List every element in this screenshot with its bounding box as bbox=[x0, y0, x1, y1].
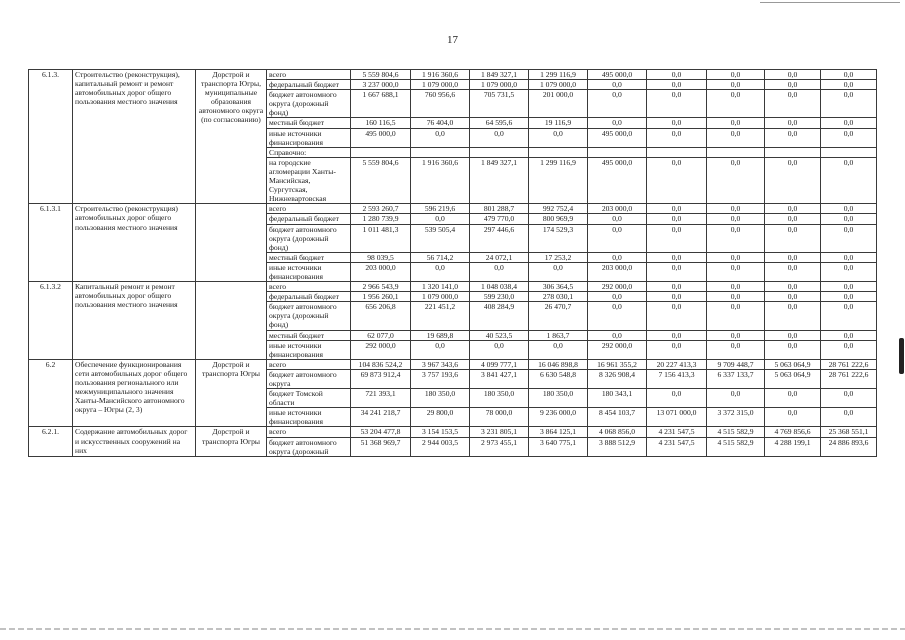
amount-cell: 0,0 bbox=[529, 262, 588, 281]
amount-cell: 596 219,6 bbox=[411, 204, 470, 214]
funding-source: бюджет автономного округа (дорожный фонд) bbox=[267, 224, 351, 252]
row-code: 6.1.3.2 bbox=[29, 282, 73, 360]
amount-cell: 0,0 bbox=[765, 340, 821, 359]
amount-cell: 0,0 bbox=[765, 330, 821, 340]
amount-cell: 53 204 477,8 bbox=[351, 427, 411, 437]
amount-cell: 495 000,0 bbox=[588, 70, 647, 80]
budget-table bbox=[28, 69, 877, 457]
funding-source: иные источники финансирования bbox=[267, 340, 351, 359]
amount-cell: 1 849 327,1 bbox=[470, 157, 529, 203]
amount-cell: 174 529,3 bbox=[529, 224, 588, 252]
amount-cell: 180 350,0 bbox=[411, 389, 470, 408]
amount-cell: 479 770,0 bbox=[470, 214, 529, 224]
amount-cell: 4 769 856,6 bbox=[765, 427, 821, 437]
amount-cell: 0,0 bbox=[821, 330, 877, 340]
amount-cell: 180 350,0 bbox=[529, 389, 588, 408]
amount-cell: 0,0 bbox=[821, 204, 877, 214]
amount-cell: 0,0 bbox=[765, 90, 821, 118]
amount-cell: 98 039,5 bbox=[351, 252, 411, 262]
row-executor bbox=[196, 282, 267, 360]
amount-cell: 8 454 103,7 bbox=[588, 408, 647, 427]
amount-cell: 495 000,0 bbox=[588, 157, 647, 203]
amount-cell bbox=[707, 147, 765, 157]
funding-source: всего bbox=[267, 282, 351, 292]
amount-cell: 3 841 427,1 bbox=[470, 369, 529, 388]
amount-cell: 4 068 856,0 bbox=[588, 427, 647, 437]
row-code: 6.2 bbox=[29, 359, 73, 427]
amount-cell: 0,0 bbox=[470, 128, 529, 147]
scan-mark bbox=[899, 338, 904, 374]
amount-cell bbox=[647, 147, 707, 157]
amount-cell bbox=[588, 147, 647, 157]
amount-cell: 0,0 bbox=[821, 262, 877, 281]
amount-cell: 0,0 bbox=[588, 214, 647, 224]
amount-cell: 0,0 bbox=[765, 70, 821, 80]
row-executor bbox=[196, 204, 267, 282]
amount-cell: 24 072,1 bbox=[470, 252, 529, 262]
amount-cell: 29 800,0 bbox=[411, 408, 470, 427]
amount-cell: 539 505,4 bbox=[411, 224, 470, 252]
amount-cell: 24 886 893,6 bbox=[821, 437, 877, 456]
amount-cell: 3 888 512,9 bbox=[588, 437, 647, 456]
amount-cell: 0,0 bbox=[707, 330, 765, 340]
amount-cell: 221 451,2 bbox=[411, 302, 470, 330]
amount-cell: 8 326 908,4 bbox=[588, 369, 647, 388]
amount-cell: 5 559 804,6 bbox=[351, 70, 411, 80]
amount-cell bbox=[411, 147, 470, 157]
amount-cell: 2 593 260,7 bbox=[351, 204, 411, 214]
amount-cell: 28 761 222,6 bbox=[821, 369, 877, 388]
row-code: 6.1.3. bbox=[29, 70, 73, 204]
table-row bbox=[29, 282, 877, 292]
amount-cell: 0,0 bbox=[765, 224, 821, 252]
amount-cell: 1 280 739,9 bbox=[351, 214, 411, 224]
amount-cell bbox=[470, 147, 529, 157]
funding-source: федеральный бюджет bbox=[267, 80, 351, 90]
amount-cell: 292 000,0 bbox=[588, 282, 647, 292]
amount-cell: 0,0 bbox=[707, 302, 765, 330]
amount-cell: 0,0 bbox=[707, 214, 765, 224]
amount-cell: 5 063 064,9 bbox=[765, 359, 821, 369]
amount-cell: 0,0 bbox=[821, 90, 877, 118]
amount-cell: 56 714,2 bbox=[411, 252, 470, 262]
amount-cell: 69 873 912,4 bbox=[351, 369, 411, 388]
amount-cell: 1 916 360,6 bbox=[411, 70, 470, 80]
amount-cell: 4 099 777,1 bbox=[470, 359, 529, 369]
amount-cell: 0,0 bbox=[647, 204, 707, 214]
amount-cell: 292 000,0 bbox=[588, 340, 647, 359]
row-code: 6.1.3.1 bbox=[29, 204, 73, 282]
amount-cell: 25 368 551,1 bbox=[821, 427, 877, 437]
row-executor: Дорстрой и транспорта Югры bbox=[196, 427, 267, 456]
amount-cell: 1 011 481,3 bbox=[351, 224, 411, 252]
amount-cell: 5 063 064,9 bbox=[765, 369, 821, 388]
amount-cell: 3 237 000,0 bbox=[351, 80, 411, 90]
amount-cell: 160 116,5 bbox=[351, 118, 411, 128]
amount-cell: 0,0 bbox=[821, 118, 877, 128]
amount-cell: 306 364,5 bbox=[529, 282, 588, 292]
amount-cell: 2 944 003,5 bbox=[411, 437, 470, 456]
amount-cell: 9 236 000,0 bbox=[529, 408, 588, 427]
amount-cell: 599 230,0 bbox=[470, 292, 529, 302]
amount-cell: 0,0 bbox=[821, 389, 877, 408]
funding-source: федеральный бюджет bbox=[267, 292, 351, 302]
amount-cell: 0,0 bbox=[647, 252, 707, 262]
amount-cell: 1 667 688,1 bbox=[351, 90, 411, 118]
amount-cell: 0,0 bbox=[588, 252, 647, 262]
amount-cell: 20 227 413,3 bbox=[647, 359, 707, 369]
amount-cell: 0,0 bbox=[821, 70, 877, 80]
amount-cell: 760 956,6 bbox=[411, 90, 470, 118]
amount-cell: 203 000,0 bbox=[588, 204, 647, 214]
funding-source: местный бюджет bbox=[267, 118, 351, 128]
amount-cell bbox=[351, 147, 411, 157]
amount-cell: 16 046 898,8 bbox=[529, 359, 588, 369]
amount-cell: 51 368 969,7 bbox=[351, 437, 411, 456]
amount-cell: 0,0 bbox=[821, 408, 877, 427]
amount-cell: 801 288,7 bbox=[470, 204, 529, 214]
funding-source: иные источники финансирования bbox=[267, 128, 351, 147]
amount-cell: 0,0 bbox=[821, 292, 877, 302]
table-row bbox=[29, 70, 877, 80]
amount-cell: 0,0 bbox=[647, 340, 707, 359]
amount-cell: 3 640 775,1 bbox=[529, 437, 588, 456]
funding-source: местный бюджет bbox=[267, 252, 351, 262]
amount-cell: 1 863,7 bbox=[529, 330, 588, 340]
amount-cell bbox=[529, 147, 588, 157]
amount-cell: 0,0 bbox=[821, 252, 877, 262]
amount-cell bbox=[821, 147, 877, 157]
amount-cell: 0,0 bbox=[707, 252, 765, 262]
amount-cell: 0,0 bbox=[765, 204, 821, 214]
funding-source: бюджет автономного округа (дорожный bbox=[267, 437, 351, 456]
amount-cell: 0,0 bbox=[647, 90, 707, 118]
amount-cell: 6 630 548,8 bbox=[529, 369, 588, 388]
amount-cell: 0,0 bbox=[588, 118, 647, 128]
funding-source: бюджет Томской области bbox=[267, 389, 351, 408]
amount-cell: 34 241 218,7 bbox=[351, 408, 411, 427]
amount-cell: 0,0 bbox=[765, 292, 821, 302]
amount-cell: 1 079 000,0 bbox=[529, 80, 588, 90]
amount-cell: 3 372 315,0 bbox=[707, 408, 765, 427]
amount-cell: 0,0 bbox=[588, 302, 647, 330]
amount-cell: 0,0 bbox=[765, 282, 821, 292]
row-code: 6.2.1. bbox=[29, 427, 73, 456]
funding-source: бюджет автономного округа bbox=[267, 369, 351, 388]
row-name: Содержание автомобильных дорог и искусственных сооружений на них bbox=[73, 427, 196, 456]
amount-cell: 0,0 bbox=[707, 389, 765, 408]
amount-cell: 0,0 bbox=[707, 292, 765, 302]
amount-cell: 0,0 bbox=[765, 252, 821, 262]
amount-cell: 0,0 bbox=[821, 157, 877, 203]
amount-cell: 0,0 bbox=[821, 80, 877, 90]
amount-cell: 0,0 bbox=[647, 70, 707, 80]
amount-cell: 495 000,0 bbox=[351, 128, 411, 147]
amount-cell: 0,0 bbox=[647, 80, 707, 90]
amount-cell: 495 000,0 bbox=[588, 128, 647, 147]
amount-cell: 0,0 bbox=[707, 70, 765, 80]
amount-cell: 203 000,0 bbox=[351, 262, 411, 281]
amount-cell: 0,0 bbox=[707, 340, 765, 359]
amount-cell: 0,0 bbox=[707, 118, 765, 128]
amount-cell: 0,0 bbox=[411, 128, 470, 147]
amount-cell: 0,0 bbox=[821, 128, 877, 147]
amount-cell: 0,0 bbox=[529, 340, 588, 359]
amount-cell: 2 973 455,1 bbox=[470, 437, 529, 456]
row-name: Строительство (реконструкция) автомобильных дорог общего пользования местного значения bbox=[73, 204, 196, 282]
amount-cell: 0,0 bbox=[588, 224, 647, 252]
amount-cell: 0,0 bbox=[470, 340, 529, 359]
amount-cell: 0,0 bbox=[707, 128, 765, 147]
amount-cell: 0,0 bbox=[647, 128, 707, 147]
row-name: Капитальный ремонт и ремонт автомобильных дорог общего пользования местного значения bbox=[73, 282, 196, 360]
funding-source: иные источники финансирования bbox=[267, 408, 351, 427]
amount-cell: 3 757 193,6 bbox=[411, 369, 470, 388]
amount-cell: 3 231 805,1 bbox=[470, 427, 529, 437]
amount-cell: 0,0 bbox=[588, 330, 647, 340]
amount-cell: 19 689,8 bbox=[411, 330, 470, 340]
amount-cell: 0,0 bbox=[765, 118, 821, 128]
amount-cell: 4 231 547,5 bbox=[647, 437, 707, 456]
amount-cell: 203 000,0 bbox=[588, 262, 647, 281]
amount-cell: 0,0 bbox=[765, 214, 821, 224]
amount-cell: 0,0 bbox=[707, 224, 765, 252]
funding-source: всего bbox=[267, 359, 351, 369]
page-number: 17 bbox=[447, 34, 458, 46]
amount-cell: 78 000,0 bbox=[470, 408, 529, 427]
amount-cell: 0,0 bbox=[647, 224, 707, 252]
amount-cell: 0,0 bbox=[821, 214, 877, 224]
amount-cell: 721 393,1 bbox=[351, 389, 411, 408]
row-name: Обеспечение функционирования сети автомобильных дорог общего пользования регионального или межмуниципального значения Ханты-Мансийского автономного округа – Югры (2, 3) bbox=[73, 359, 196, 427]
row-executor: Дорстрой и транспорта Югры bbox=[196, 359, 267, 427]
amount-cell: 17 253,2 bbox=[529, 252, 588, 262]
bottom-scan-line bbox=[0, 628, 905, 630]
amount-cell: 0,0 bbox=[647, 330, 707, 340]
amount-cell: 0,0 bbox=[765, 80, 821, 90]
amount-cell: 1 320 141,0 bbox=[411, 282, 470, 292]
amount-cell: 1 048 038,4 bbox=[470, 282, 529, 292]
amount-cell: 180 343,1 bbox=[588, 389, 647, 408]
funding-source: иные источники финансирования bbox=[267, 262, 351, 281]
amount-cell: 180 350,0 bbox=[470, 389, 529, 408]
amount-cell: 0,0 bbox=[821, 302, 877, 330]
amount-cell: 0,0 bbox=[821, 282, 877, 292]
amount-cell: 0,0 bbox=[411, 262, 470, 281]
amount-cell: 4 515 582,9 bbox=[707, 437, 765, 456]
amount-cell: 0,0 bbox=[707, 282, 765, 292]
amount-cell: 201 000,0 bbox=[529, 90, 588, 118]
amount-cell: 13 071 000,0 bbox=[647, 408, 707, 427]
table-row bbox=[29, 204, 877, 214]
amount-cell: 28 761 222,6 bbox=[821, 359, 877, 369]
amount-cell: 0,0 bbox=[411, 340, 470, 359]
amount-cell: 1 916 360,6 bbox=[411, 157, 470, 203]
amount-cell: 705 731,5 bbox=[470, 90, 529, 118]
funding-source: бюджет автономного округа (дорожный фонд) bbox=[267, 90, 351, 118]
budget-body bbox=[29, 70, 877, 457]
funding-source: всего bbox=[267, 427, 351, 437]
amount-cell: 0,0 bbox=[707, 262, 765, 281]
amount-cell: 1 079 000,0 bbox=[411, 292, 470, 302]
funding-source: всего bbox=[267, 70, 351, 80]
amount-cell: 0,0 bbox=[588, 90, 647, 118]
amount-cell: 0,0 bbox=[647, 157, 707, 203]
amount-cell: 16 961 355,2 bbox=[588, 359, 647, 369]
amount-cell: 3 967 343,6 bbox=[411, 359, 470, 369]
row-executor: Дорстрой и транспорта Югры, муниципальные образования автономного округа (по согласованию) bbox=[196, 70, 267, 204]
amount-cell: 0,0 bbox=[647, 118, 707, 128]
amount-cell: 1 956 260,1 bbox=[351, 292, 411, 302]
amount-cell: 0,0 bbox=[765, 389, 821, 408]
table-row bbox=[29, 359, 877, 369]
amount-cell: 40 523,5 bbox=[470, 330, 529, 340]
amount-cell: 0,0 bbox=[647, 282, 707, 292]
amount-cell: 1 299 116,9 bbox=[529, 70, 588, 80]
amount-cell: 0,0 bbox=[647, 292, 707, 302]
amount-cell: 0,0 bbox=[765, 157, 821, 203]
amount-cell: 3 154 153,5 bbox=[411, 427, 470, 437]
amount-cell: 5 559 804,6 bbox=[351, 157, 411, 203]
amount-cell: 6 337 133,7 bbox=[707, 369, 765, 388]
amount-cell: 9 709 448,7 bbox=[707, 359, 765, 369]
funding-source: федеральный бюджет bbox=[267, 214, 351, 224]
amount-cell: 992 752,4 bbox=[529, 204, 588, 214]
amount-cell: 278 030,1 bbox=[529, 292, 588, 302]
amount-cell: 292 000,0 bbox=[351, 340, 411, 359]
funding-source: местный бюджет bbox=[267, 330, 351, 340]
funding-source: всего bbox=[267, 204, 351, 214]
amount-cell: 4 288 199,1 bbox=[765, 437, 821, 456]
amount-cell: 297 446,6 bbox=[470, 224, 529, 252]
amount-cell: 1 849 327,1 bbox=[470, 70, 529, 80]
amount-cell: 4 231 547,5 bbox=[647, 427, 707, 437]
amount-cell: 408 284,9 bbox=[470, 302, 529, 330]
amount-cell: 0,0 bbox=[765, 408, 821, 427]
amount-cell: 0,0 bbox=[707, 204, 765, 214]
amount-cell: 104 836 524,2 bbox=[351, 359, 411, 369]
amount-cell: 19 116,9 bbox=[529, 118, 588, 128]
amount-cell: 0,0 bbox=[588, 292, 647, 302]
amount-cell: 76 404,0 bbox=[411, 118, 470, 128]
amount-cell: 0,0 bbox=[529, 128, 588, 147]
amount-cell bbox=[765, 147, 821, 157]
amount-cell: 0,0 bbox=[647, 214, 707, 224]
amount-cell: 0,0 bbox=[765, 302, 821, 330]
table-row bbox=[29, 427, 877, 437]
amount-cell: 0,0 bbox=[588, 80, 647, 90]
funding-source: Справочно: bbox=[267, 147, 351, 157]
top-scan-line bbox=[760, 2, 900, 3]
amount-cell: 2 966 543,9 bbox=[351, 282, 411, 292]
amount-cell: 7 156 413,3 bbox=[647, 369, 707, 388]
amount-cell: 0,0 bbox=[707, 157, 765, 203]
amount-cell: 0,0 bbox=[765, 262, 821, 281]
amount-cell: 0,0 bbox=[470, 262, 529, 281]
amount-cell: 800 969,9 bbox=[529, 214, 588, 224]
amount-cell: 64 595,6 bbox=[470, 118, 529, 128]
amount-cell: 1 299 116,9 bbox=[529, 157, 588, 203]
amount-cell: 0,0 bbox=[647, 262, 707, 281]
amount-cell: 0,0 bbox=[821, 224, 877, 252]
amount-cell: 0,0 bbox=[647, 302, 707, 330]
amount-cell: 26 470,7 bbox=[529, 302, 588, 330]
amount-cell: 1 079 000,0 bbox=[411, 80, 470, 90]
amount-cell: 3 864 125,1 bbox=[529, 427, 588, 437]
amount-cell: 0,0 bbox=[707, 90, 765, 118]
amount-cell: 0,0 bbox=[411, 214, 470, 224]
amount-cell: 62 077,0 bbox=[351, 330, 411, 340]
funding-source: бюджет автономного округа (дорожный фонд) bbox=[267, 302, 351, 330]
amount-cell: 4 515 582,9 bbox=[707, 427, 765, 437]
funding-source: на городские агломерации Ханты-Мансийская, Сургутская, Нижневартовская bbox=[267, 157, 351, 203]
row-name: Строительство (реконструкция), капитальный ремонт и ремонт автомобильных дорог общего пользования местного значения bbox=[73, 70, 196, 204]
amount-cell: 656 206,8 bbox=[351, 302, 411, 330]
amount-cell: 1 079 000,0 bbox=[470, 80, 529, 90]
amount-cell: 0,0 bbox=[707, 80, 765, 90]
amount-cell: 0,0 bbox=[821, 340, 877, 359]
amount-cell: 0,0 bbox=[765, 128, 821, 147]
amount-cell: 0,0 bbox=[647, 389, 707, 408]
